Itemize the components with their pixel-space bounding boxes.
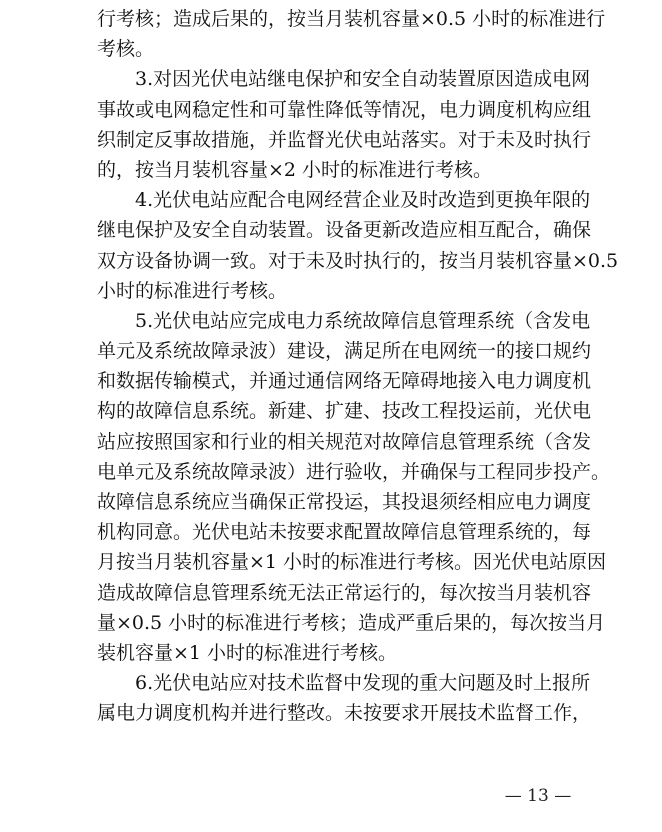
body-text xyxy=(97,4,619,729)
text-line: 属电力调度机构并进行整改。未按要求开展技术监督工作， xyxy=(97,702,592,725)
text-line: 月按当月装机容量×1 小时的标准进行考核。因光伏电站原因 xyxy=(97,551,607,574)
text-line: 构的故障信息系统。新建、扩建、技改工程投运前，光伏电 xyxy=(97,400,592,423)
paragraph-first-line: 3.对因光伏电站继电保护和安全自动装置原因造成电网 xyxy=(135,68,591,91)
paragraph-first-line: 5.光伏电站应完成电力系统故障信息管理系统（含发电 xyxy=(135,309,591,332)
text-line: 行考核；造成后果的，按当月装机容量×0.5 小时的标准进行 xyxy=(97,8,606,30)
text-line: 考核。 xyxy=(97,38,155,61)
text-line: 机构同意。光伏电站未按要求配置故障信息管理系统的，每 xyxy=(97,521,592,544)
text-line: 小时的标准进行考核。 xyxy=(97,279,288,302)
text-line: 装机容量×1 小时的标准进行考核。 xyxy=(97,641,398,664)
paragraph-first-line: 4.光伏电站应配合电网经营企业及时改造到更换年限的 xyxy=(135,189,591,212)
paragraph-first-line: 6.光伏电站应对技术监督中发现的重大问题及时上报所 xyxy=(135,672,591,695)
text-line: 单元及系统故障录波）建设，满足所在电网统一的接口规约 xyxy=(97,340,592,363)
text-line: 站应按照国家和行业的相关规范对故障信息管理系统（含发 xyxy=(97,430,592,453)
text-line: 故障信息系统应当确保正常投运，其投退须经相应电力调度 xyxy=(97,491,592,513)
text-line: 事故或电网稳定性和可靠性降低等情况，电力调度机构应组 xyxy=(97,98,592,121)
text-line: 电单元及系统故障录波）进行验收，并确保与工程同步投产。 xyxy=(97,460,611,483)
text-line: 和数据传输模式，并通过通信网络无障碍地接入电力调度机 xyxy=(97,370,592,393)
text-line: 织制定反事故措施，并监督光伏电站落实。对于未及时执行 xyxy=(97,128,592,151)
text-line: 双方设备协调一致。对于未及时执行的，按当月装机容量×0.5 xyxy=(97,249,619,272)
text-line: 造成故障信息管理系统无法正常运行的，每次按当月装机容 xyxy=(97,581,592,604)
page-number: — 13 — xyxy=(504,786,572,806)
text-line: 继电保护及安全自动装置。设备更新改造应相互配合，确保 xyxy=(97,219,592,242)
text-line: 量×0.5 小时的标准进行考核；造成严重后果的，每次按当月 xyxy=(97,611,606,634)
text-line: 的，按当月装机容量×2 小时的标准进行考核。 xyxy=(97,158,493,181)
